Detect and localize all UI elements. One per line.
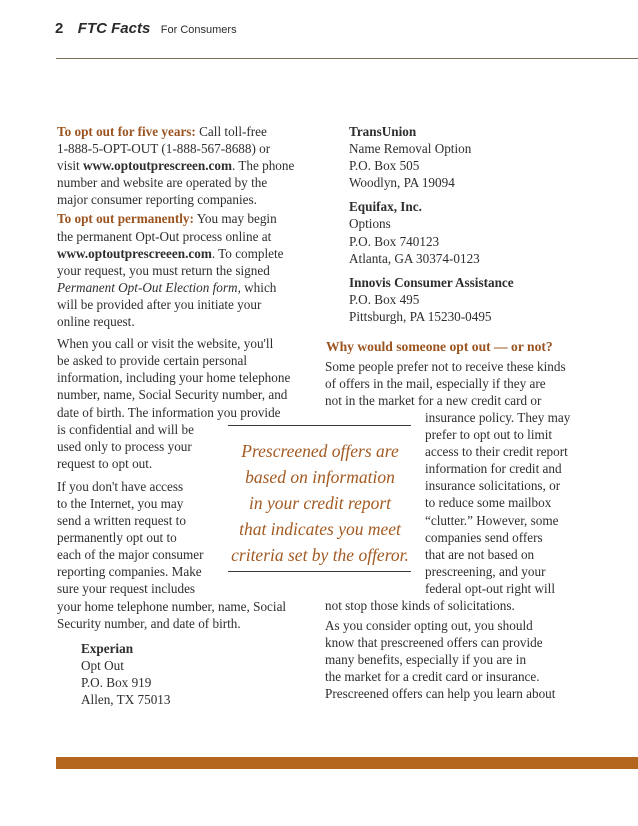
five-years-label: To opt out for five years: [57, 124, 196, 139]
call-visit-paragraph: When you call or visit the website, you'll be asked to provide certain personal information, including your home telephone number, name, Social Security number, and date of birth. The information you provide is confidential and will be used only to process your request to opt out. [57, 336, 291, 471]
section-heading-why: Why would someone opt out — or not? [326, 339, 553, 354]
why-paragraph-end: not stop those kinds of solicitations. [325, 598, 515, 613]
opt-out-five-years: To opt out for five years: Call toll-free 1-888-5-OPT-OUT (1-888-567-8688) or visit www.optoutprescreen.com. The phone number and website are operated by the major consumer reporting companies. [57, 124, 295, 208]
innovis-name: Innovis Consumer Assistance [349, 274, 514, 290]
footer-bar [56, 757, 638, 769]
why-paragraph-top: Some people prefer not to receive these kinds of offers in the mail, especially if they are not in the market for a new credit card or [325, 359, 566, 409]
pull-quote-rule-bottom [228, 571, 411, 572]
equifax-address: Equifax, Inc. Options P.O. Box 740123 Atlanta, GA 30374-0123 [349, 199, 480, 266]
page-header [55, 20, 237, 38]
permanent-label: To opt out permanently: [57, 211, 194, 227]
opt-out-permanently: To opt out permanently: You may begin the permanent Opt-Out process online at www.optoutprescreeen.com. To complete your request, you must return the signed Permanent Opt-Out Election form, which will be provided after you initiate your online request. [57, 211, 284, 330]
pull-quote: Prescreened offers are based on information in your credit report that indicates you meet criteria set by the offeror. [231, 441, 409, 565]
pull-quote-rule-top [228, 425, 411, 426]
experian-address: Experian Opt Out P.O. Box 919 Allen, TX 75013 [81, 640, 171, 707]
left-column [57, 123, 327, 708]
page-number: 2 [55, 20, 64, 37]
no-internet-paragraph: If you don't have access to the Internet, you may send a written request to permanently opt out to each of the major consumer reporting companies. Make sure your request includes your home telephone number, name, Social Security number, and date of birth. [57, 478, 287, 631]
experian-name: Experian [81, 640, 134, 656]
why-paragraph-wrap: insurance policy. They may prefer to opt out to limit access to their credit report information for credit and insurance solicitations, or to reduce some mailbox “clutter.” However, some companies send offers that are not based on prescreening, and your federal opt-out right will [425, 410, 571, 596]
brand-subtitle: For Consumers [160, 24, 237, 36]
permanent-website-link[interactable]: www.optoutprescreeen.com [57, 245, 212, 261]
election-form-name: Permanent Opt-Out Election form [57, 279, 238, 295]
innovis-address: Innovis Consumer Assistance P.O. Box 495 Pittsburgh, PA 15230-0495 [349, 274, 514, 324]
consider-paragraph: As you consider opting out, you should know that prescreened offers can provide many benefits, especially if you are in the market for a credit card or insurance. Prescreened offers can help you learn about [325, 618, 556, 702]
transunion-address: TransUnion Name Removal Option P.O. Box 505 Woodlyn, PA 19094 [349, 124, 472, 191]
brand-title: FTC Facts [77, 20, 151, 37]
bureau-addresses [349, 123, 619, 325]
equifax-name: Equifax, Inc. [349, 199, 422, 215]
transunion-name: TransUnion [349, 124, 417, 139]
header-rule [56, 58, 638, 59]
optout-website-link[interactable]: www.optoutprescreen.com [83, 158, 232, 174]
